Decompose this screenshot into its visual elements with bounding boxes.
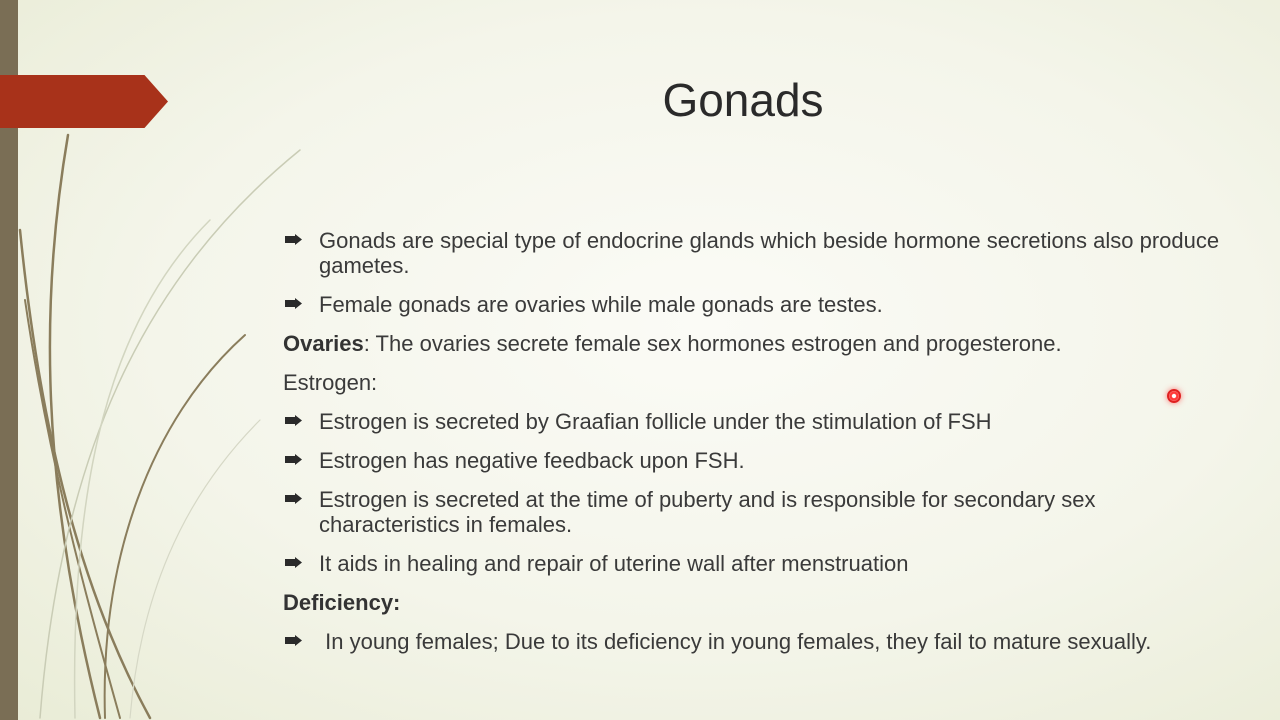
bullet-text: Female gonads are ovaries while male gonads are testes.: [319, 292, 883, 317]
slide-title: Gonads: [662, 74, 824, 126]
arrow-bullet-icon: [285, 298, 302, 309]
bullet-text: Estrogen is secreted by Graafian follicle under the stimulation of FSH: [319, 409, 992, 434]
slide-body: [283, 228, 1223, 668]
bullet-item: [283, 448, 1223, 473]
bullet-item: [283, 228, 1223, 278]
bullet-item: [283, 551, 1223, 576]
bullet-item: [283, 409, 1223, 434]
bullet-item: [283, 487, 1223, 537]
bullet-item: [283, 629, 1223, 654]
bullet-text: It aids in healing and repair of uterine wall after menstruation: [319, 551, 909, 576]
ovaries-label: Ovaries: [283, 331, 364, 356]
bullet-text: In young females; Due to its deficiency in young females, they fail to mature sexually.: [319, 629, 1152, 654]
estrogen-heading: Estrogen:: [283, 370, 378, 395]
arrow-bullet-icon: [285, 234, 302, 245]
arrow-bullet-icon: [285, 454, 302, 465]
ovaries-paragraph: [283, 331, 1223, 356]
arrow-bullet-icon: [285, 557, 302, 568]
arrow-bullet-icon: [285, 415, 302, 426]
laser-pointer-icon: [1167, 389, 1181, 403]
bullet-text: Estrogen has negative feedback upon FSH.: [319, 448, 745, 473]
ovaries-text: : The ovaries secrete female sex hormones estrogen and progesterone.: [363, 331, 1062, 356]
bullet-item: [283, 292, 1223, 317]
arrow-bullet-icon: [285, 635, 302, 646]
bullet-text: Estrogen is secreted at the time of puberty and is responsible for secondary sex characteristics in females.: [319, 487, 1096, 537]
title-accent-arrow: [0, 75, 168, 128]
bullet-text: Gonads are special type of endocrine glands which beside hormone secretions also produce gametes.: [319, 228, 1220, 278]
deficiency-heading: Deficiency:: [283, 590, 401, 615]
arrow-bullet-icon: [285, 493, 302, 504]
